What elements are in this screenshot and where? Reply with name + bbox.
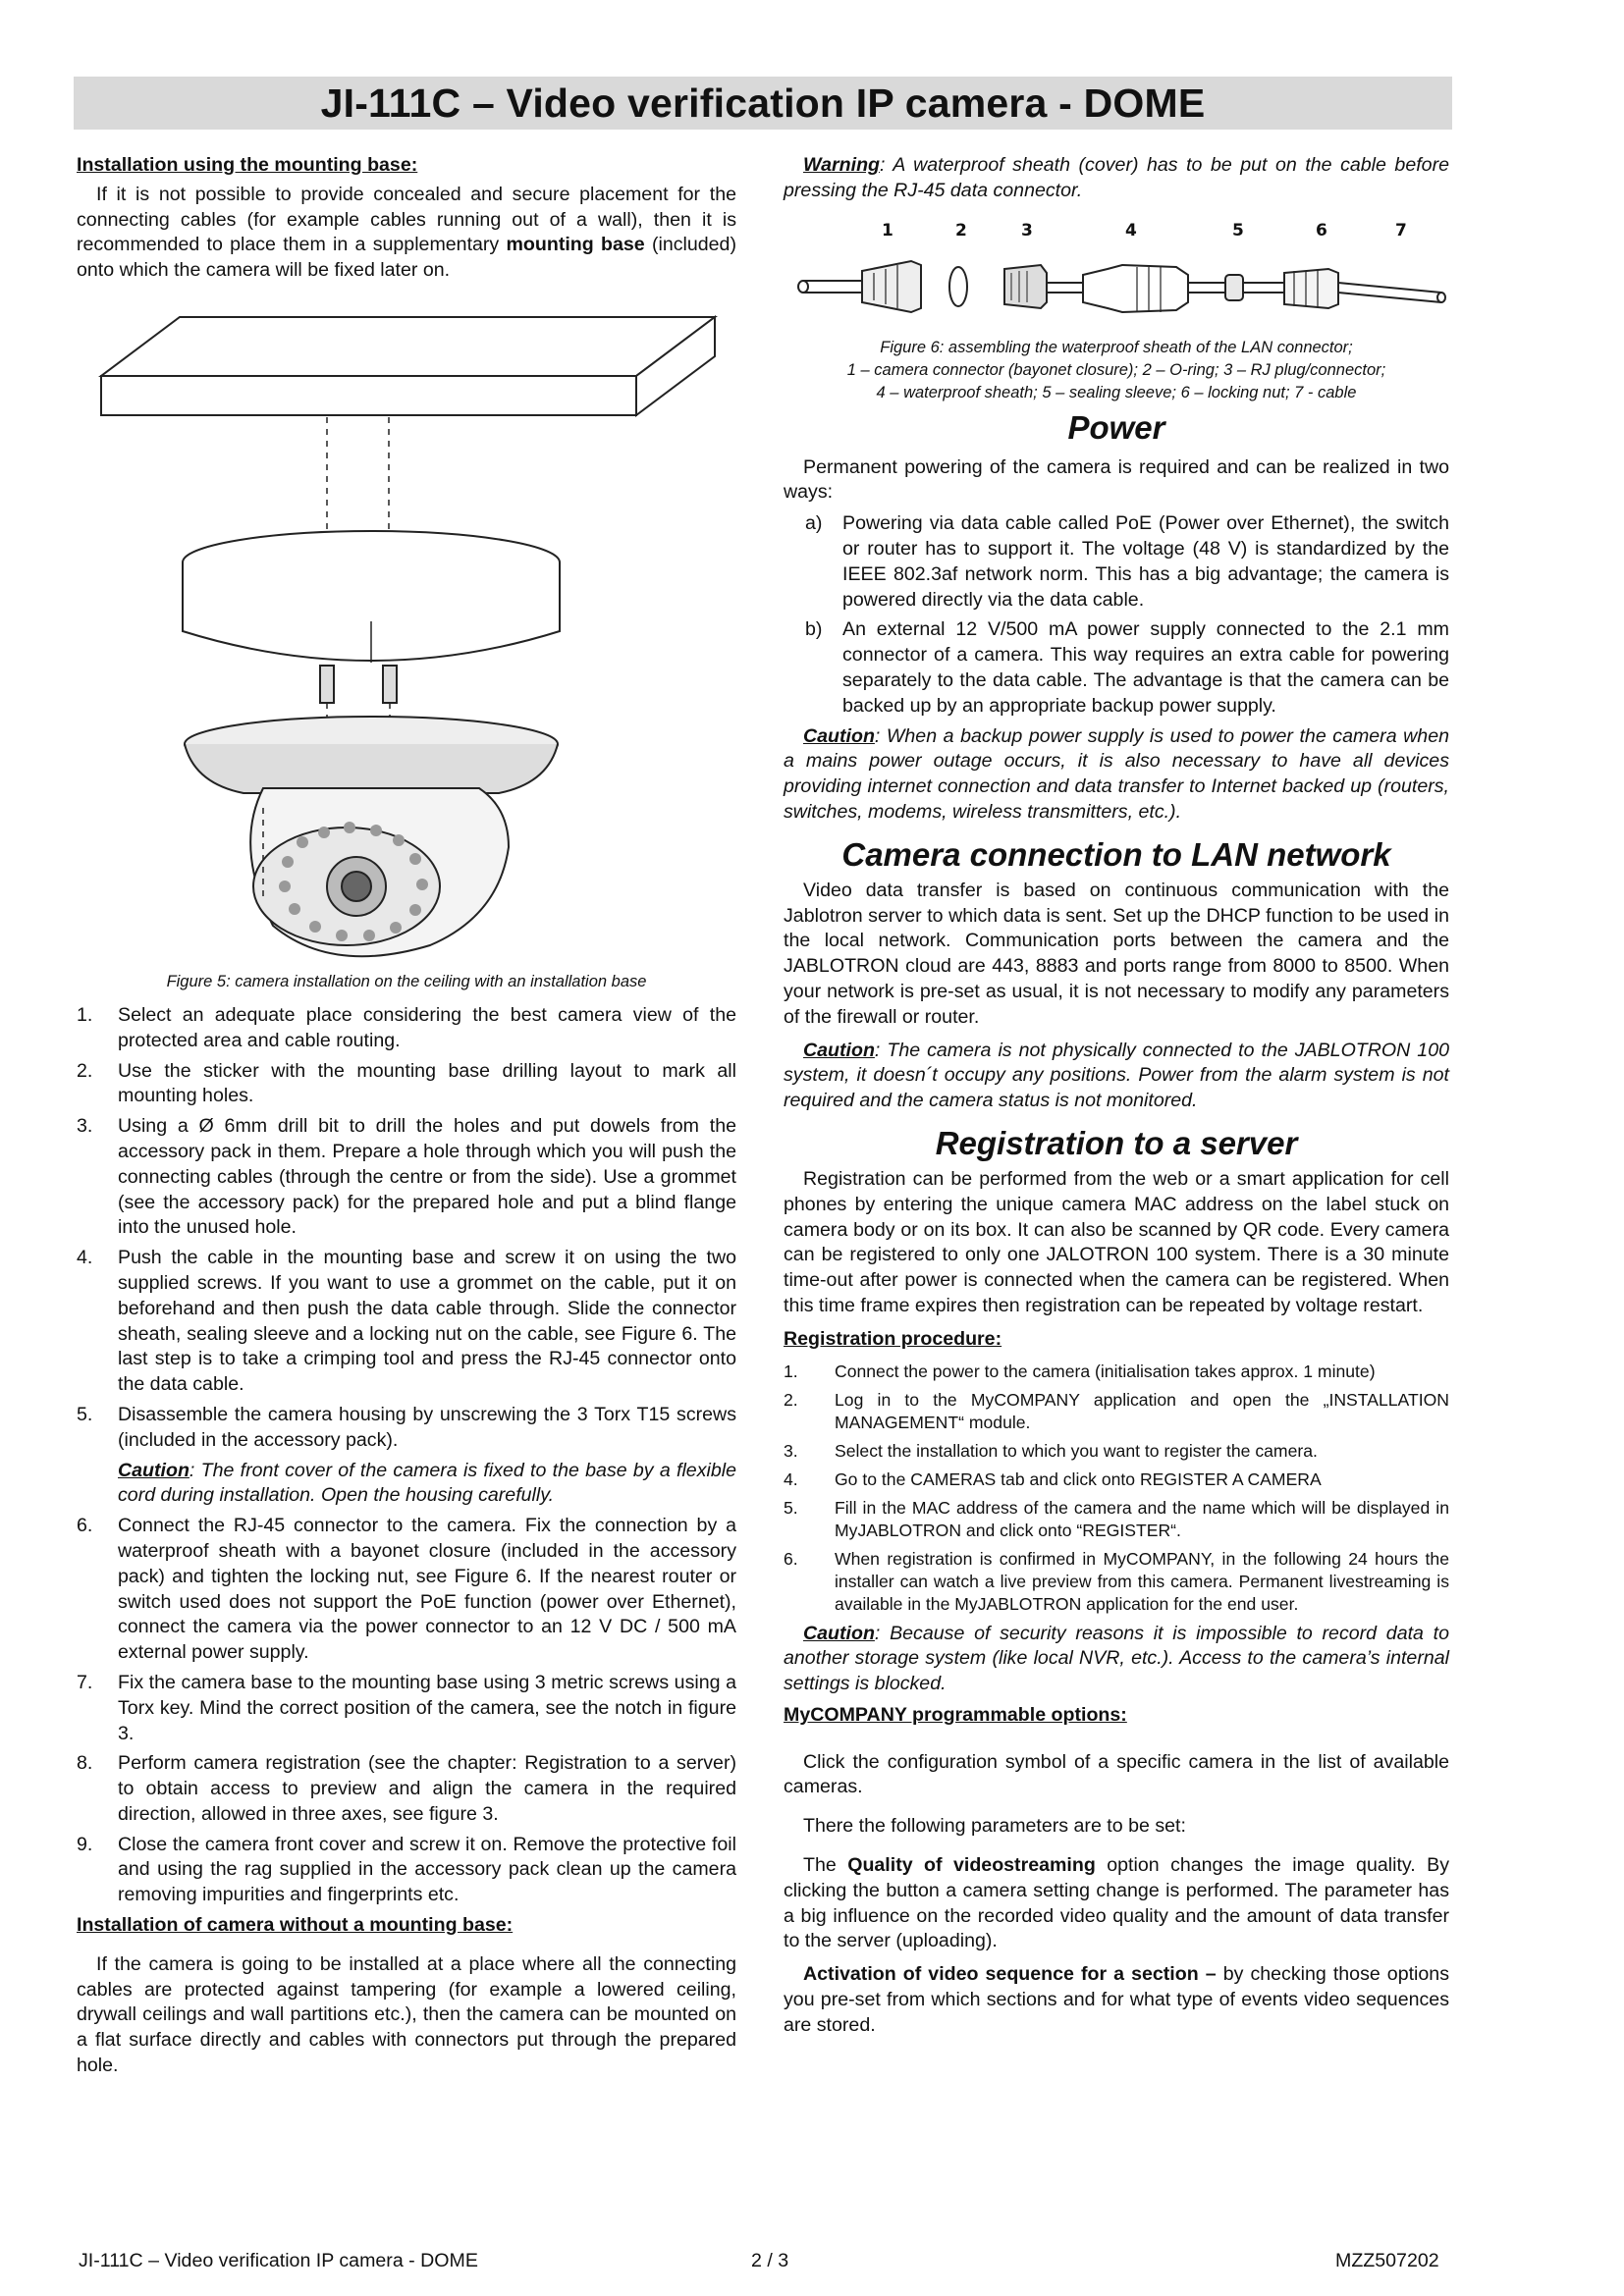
figure-6-number: 6 xyxy=(1316,220,1327,240)
figure-6-number: 3 xyxy=(1021,220,1033,240)
list-item: 5. Disassemble the camera housing by unscrewing the 3 Torx T15 screws (included in the accessory pack). xyxy=(77,1403,736,1451)
list-item: b) An external 12 V/500 mA power supply connected to the 2.1 mm connector of a camera. This way requires an extra cable for powering separately to the data cable. The advantage is that the camera can be backed up by an appropriate backup power supply. xyxy=(805,618,1449,717)
figure-6-caption-line-3: 4 – waterproof sheath; 5 – sealing sleeve; 6 – locking nut; 7 - cable xyxy=(876,383,1357,401)
caution-security: Caution: Because of security reasons it is impossible to record data to another storage system (like local NVR, etc.). Access to the camera’s internal settings is blocked. xyxy=(784,1622,1449,1695)
list-item: 4. Go to the CAMERAS tab and click onto REGISTER A CAMERA xyxy=(784,1468,1322,1489)
list-item: 1. Select an adequate place considering the best camera view of the protected area and cable routing. xyxy=(77,1003,736,1051)
figure-6-caption-line-1: Figure 6: assembling the waterproof sheath of the LAN connector; xyxy=(880,338,1353,356)
list-item: 1. Connect the power to the camera (initialisation takes approx. 1 minute) xyxy=(784,1361,1376,1381)
lan-paragraph: Video data transfer is based on continuous communication with the Jablotron server to which data is sent. Set up the DHCP function to be used in the local network. Communication ports between the camera and the JABLOTRON cloud are 443, 8883 and ports range from 8000 to 8500. When your network is pre-set as usual, it is not necessary to modify any parameters of the firewall or router. xyxy=(784,879,1449,1028)
mycompany-heading: MyCOMPANY programmable options: xyxy=(784,1703,1127,1726)
list-item: 5. Fill in the MAC address of the camera and the name which will be displayed in MyJABLOTRON and click onto “REGISTER“. xyxy=(784,1497,1449,1540)
registration-steps xyxy=(784,1361,1449,1616)
list-item: 7. Fix the camera base to the mounting base using 3 metric screws using a Torx key. Mind the correct position of the camera, see the notch in figure 3. xyxy=(77,1671,736,1744)
figure-5-caption: Figure 5: camera installation on the ceiling with an installation base xyxy=(166,972,647,990)
figure-6-number: 2 xyxy=(955,220,967,240)
mounting-base-term: mounting base xyxy=(506,234,645,256)
figure-6-caption-line-2: 1 – camera connector (bayonet closure); 2 – O-ring; 3 – RJ plug/connector; xyxy=(846,360,1386,379)
list-item: a) Powering via data cable called PoE (Power over Ethernet), the switch or router has to support it. The voltage (48 V) is standardized by the IEEE 802.3af network norm. This has a big advantage; the camera is powered directly via the data cable. xyxy=(805,512,1449,611)
footer-doc-code: MZZ507202 xyxy=(1335,2250,1439,2271)
right-column xyxy=(784,153,1449,2039)
footer-title: JI-111C – Video verification IP camera - DOME xyxy=(79,2250,478,2271)
power-paragraph: Permanent powering of the camera is required and can be realized in two ways: xyxy=(784,455,1449,504)
ceiling-mount-drawing xyxy=(77,297,736,977)
footer-page-number: 2 / 3 xyxy=(751,2250,789,2271)
registration-procedure-heading: Registration procedure: xyxy=(784,1327,1002,1350)
page-title: JI-111C – Video verification IP camera - DOME xyxy=(74,77,1452,130)
registration-heading: Registration to a server xyxy=(935,1124,1298,1161)
quality-paragraph: The Quality of videostreaming option changes the image quality. By clicking the button a camera setting change is performed. The parameter has a big influence on the recorded video quality and the amount of data transfer to the server (uploading). xyxy=(784,1854,1449,1952)
figure-6-illustration xyxy=(784,214,1449,337)
mycompany-paragraph-1: Click the configuration symbol of a specific camera in the list of available cameras. xyxy=(784,1750,1449,1798)
activation-paragraph: Activation of video sequence for a section – by checking those options you pre-set from which sections and for what type of events video sequences are stored. xyxy=(784,1963,1449,2036)
warning-sheath: Warning: A waterproof sheath (cover) has to be put on the cable before pressing the RJ-45 data connector. xyxy=(784,154,1449,201)
list-item: 3. Select the installation to which you want to register the camera. xyxy=(784,1440,1318,1461)
installation-steps xyxy=(77,1003,736,1454)
figure-6-number: 1 xyxy=(882,220,893,240)
left-column xyxy=(77,153,736,2079)
list-item: 2. Use the sticker with the mounting base drilling layout to mark all mounting holes. xyxy=(77,1059,736,1107)
list-item: 8. Perform camera registration (see the chapter: Registration to a server) to obtain access to preview and align the camera in the required direction, allowed in three axes, see figure 3. xyxy=(77,1752,736,1825)
figure-6-number: 5 xyxy=(1232,220,1244,240)
no-base-paragraph: If the camera is going to be installed at a place where all the connecting cables are protected against tampering (for example a lowered ceiling, drywall ceilings and wall partitions etc.), then the camera can be mounted on a flat surface directly and cables with connectors put through the prepared hole. xyxy=(77,1952,736,2077)
list-item: 6. When registration is confirmed in MyCOMPANY, in the following 24 hours the installer can watch a live preview from this camera. Permanent livestreaming is available in the MyJABLOTRON application for the end user. xyxy=(784,1548,1449,1614)
install-base-heading: Installation using the mounting base: xyxy=(77,154,418,176)
list-item: 4. Push the cable in the mounting base and screw it on using the two supplied screws. If you want to use a grommet on the cable, put it on beforehand and then push the data cable through. Slide the connector sheath, sealing sleeve and a locking nut on the cable, see Figure 6. The last step is to take a crimping tool and press the RJ-45 connector onto the data cable. xyxy=(77,1247,736,1396)
lan-connector-drawing xyxy=(784,214,1449,337)
figure-6-number: 4 xyxy=(1125,220,1137,240)
power-options xyxy=(784,511,1449,719)
caution-front-cover: Caution: The front cover of the camera is fixed to the base by a flexible cord during installation. Open the housing carefully. xyxy=(118,1459,736,1507)
lan-heading: Camera connection to LAN network xyxy=(841,835,1391,873)
mycompany-paragraph-2: There the following parameters are to be set: xyxy=(803,1815,1186,1838)
no-base-heading: Installation of camera without a mounting base: xyxy=(77,1914,514,1937)
list-item: 6. Connect the RJ-45 connector to the camera. Fix the connection by a waterproof sheath with a bayonet closure (included in the accessory pack) and tighten the locking nut, see Figure 6. If the nearest router or switch used does not support the PoE function (power over Ethernet), connect the camera via the power connector to an 12 V DC / 500 mA external power supply. xyxy=(77,1515,736,1664)
figure-6-number: 7 xyxy=(1395,220,1407,240)
caution-not-connected: Caution: The camera is not physically connected to the JABLOTRON 100 system, it doesn´t occupy any positions. Power from the alarm system is not required and the camera status is not monitored. xyxy=(784,1039,1449,1112)
list-item: 2. Log in to the MyCOMPANY application and open the „INSTALLATION MANAGEMENT“ module. xyxy=(784,1389,1449,1432)
caution-backup-power: Caution: When a backup power supply is used to power the camera when a mains power outage occurs, it is also necessary to have all devices providing internet connection and data transfer to Internet backed up (routers, switches, modems, wireless transmitters, etc.). xyxy=(784,724,1449,823)
installation-steps-continued xyxy=(77,1514,736,1908)
list-item: 9. Close the camera front cover and screw it on. Remove the protective foil and using the rag supplied in the accessory pack clean up the camera removing impurities and fingerprints etc. xyxy=(77,1833,736,1906)
figure-5-illustration xyxy=(77,297,736,977)
install-base-paragraph: If it is not possible to provide concealed and secure placement for the connecting cables (for example cables running out of a wall), then it is recommended to place them in a supplementary mounting base (included) onto which the camera will be fixed later on. xyxy=(77,183,736,282)
power-heading: Power xyxy=(1067,408,1165,446)
registration-paragraph: Registration can be performed from the web or a smart application for cell phones by entering the unique camera MAC address on the label stuck on camera body or on its box. It can also be scanned by QR code. Every camera can be registered to only one JALOTRON 100 system. There is a 30 minute time-out after power is connected when the camera can be registered. When this time frame expires then registration can be repeated by voltage restart. xyxy=(784,1167,1449,1316)
list-item: 3. Using a Ø 6mm drill bit to drill the holes and put dowels from the accessory pack in them. Prepare a hole through which you will push the connecting cables (through the centre or from the side). Use a grommet (see the accessory pack) for the prepared hole and put a blind flange into the unused hole. xyxy=(77,1115,736,1239)
